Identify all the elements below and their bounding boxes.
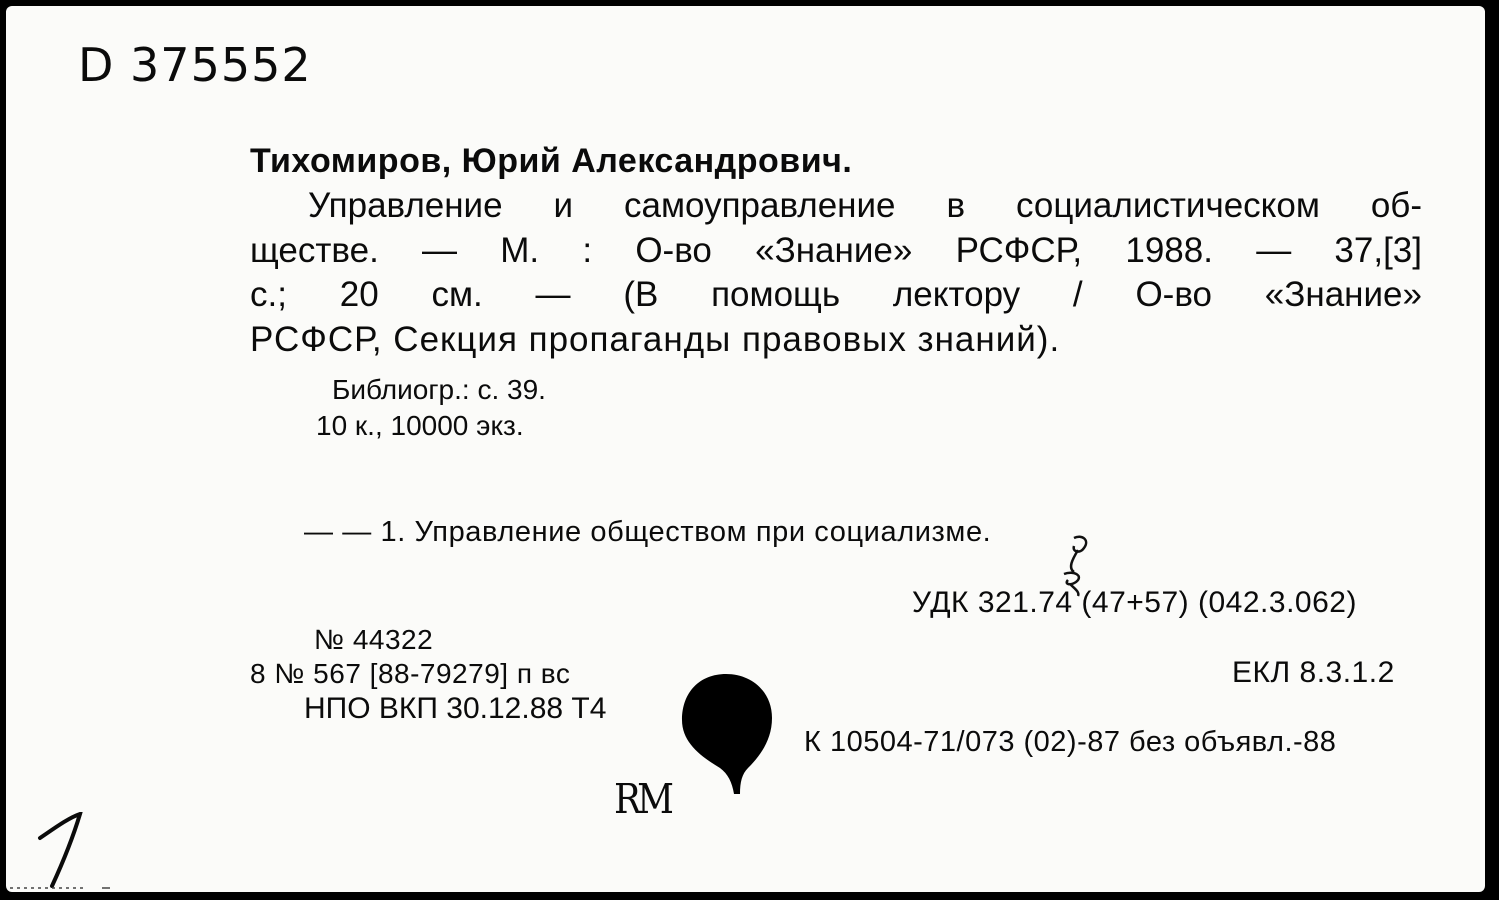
description-line: Управление и самоуправление в социалистическом об- [308, 186, 1422, 225]
ekl-code: ЕКЛ 8.3.1.2 [1232, 656, 1395, 689]
index-code: К 10504-71/073 (02)-87 без объявл.-88 [804, 726, 1337, 758]
ink-squiggle-icon [1034, 530, 1104, 600]
description-line: с.; 20 см. — (В помощь лектору / О-во «Знание» [250, 275, 1422, 314]
price-and-copies: 10 к., 10000 экз. [316, 410, 524, 441]
subject-heading: — — 1. Управление обществом при социализме. [304, 516, 992, 548]
card-number: № 44322 [314, 624, 434, 655]
description-line: РСФСР, Секция пропаганды правовых знаний). [250, 319, 1061, 359]
printer-line: НПО ВКП 30.12.88 Т4 [304, 692, 607, 725]
udk-code: УДК 321.74 (47+57) (042.3.062) [912, 586, 1357, 619]
author-heading: Тихомиров, Юрий Александрович. [250, 142, 853, 180]
catalog-card [6, 6, 1485, 892]
order-line: 8 № 567 [88-79279] п вс [250, 658, 571, 689]
rm-stamp: RM [614, 776, 670, 824]
bibliography-note: Библиогр.: с. 39. [332, 374, 546, 405]
call-number: D 375552 [78, 38, 312, 92]
description-line: ществе. — М. : О-во «Знание» РСФСР, 1988. — 37,[3] [250, 230, 1422, 270]
scan-artifact [6, 882, 136, 892]
punch-hole-icon [678, 670, 774, 794]
title-description [250, 184, 1422, 362]
handwritten-numeral-icon [30, 812, 90, 888]
